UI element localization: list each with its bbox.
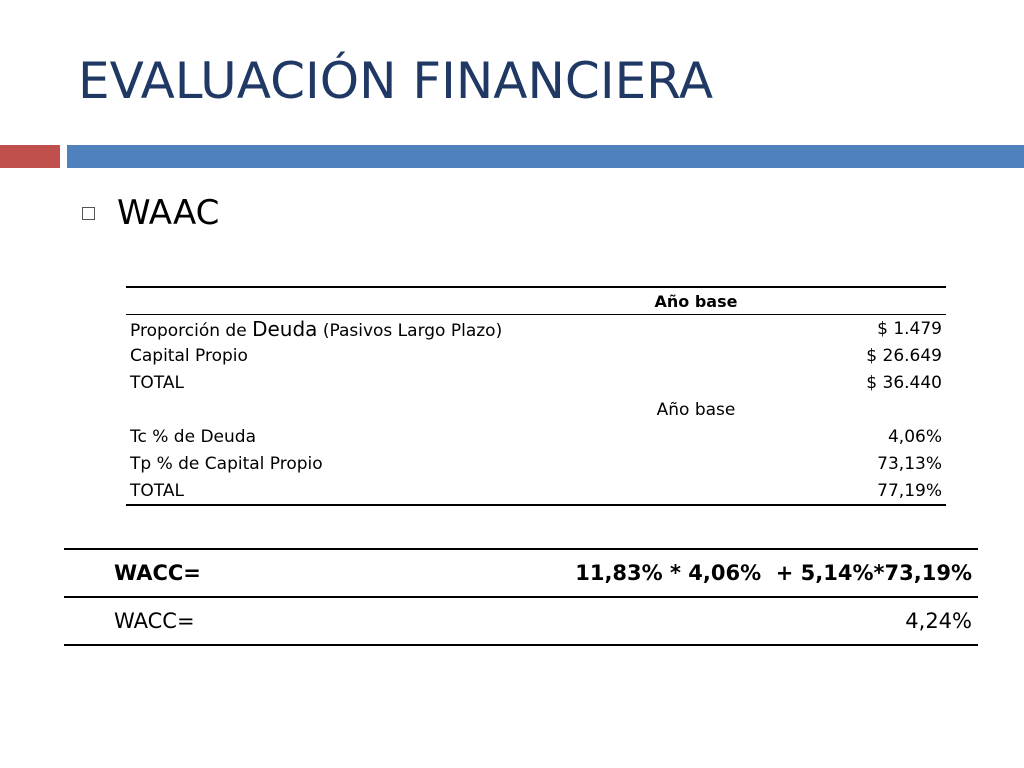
wacc-result-row <box>64 596 978 646</box>
row-label: Proporción de Deuda (Pasivos Largo Plazo) <box>130 316 503 341</box>
square-bullet-icon <box>82 207 95 220</box>
row-label: TOTAL <box>130 372 184 393</box>
column-header-year: Año base <box>656 399 736 420</box>
table-header-row <box>126 287 946 315</box>
wacc-result: 4,24% <box>905 609 972 633</box>
table-row <box>126 450 946 477</box>
table-subheader-row <box>126 396 946 423</box>
row-value: $ 26.649 <box>866 345 942 366</box>
row-value: 4,06% <box>887 426 942 447</box>
row-label: Tp % de Capital Propio <box>130 453 323 474</box>
column-header-year: Año base <box>594 287 798 315</box>
table-row <box>126 423 946 450</box>
wacc-formula: 11,83% * 4,06% + 5,14%*73,19% <box>575 561 972 585</box>
bullet-text: WAAC <box>117 193 220 233</box>
row-value: $ 1.479 <box>877 318 942 339</box>
wacc-result-label: WACC= <box>114 609 195 633</box>
row-value: $ 36.440 <box>866 372 942 393</box>
accent-bar-red <box>0 145 60 168</box>
financial-table <box>126 286 946 506</box>
row-label: Capital Propio <box>130 345 248 366</box>
row-label: TOTAL <box>126 477 594 505</box>
bullet-item <box>82 193 219 233</box>
table-row <box>126 342 946 369</box>
row-value: 77,19% <box>798 477 946 505</box>
table-row <box>126 369 946 396</box>
slide-title: EVALUACIÓN FINANCIERA <box>78 52 714 110</box>
row-label: Tc % de Deuda <box>130 426 256 447</box>
wacc-formula-label: WACC= <box>114 561 201 585</box>
wacc-formula-row <box>64 548 978 596</box>
accent-bar-blue <box>67 145 1024 168</box>
row-value: 73,13% <box>877 453 942 474</box>
wacc-block <box>64 548 978 646</box>
table-row <box>126 315 946 343</box>
table-row <box>126 477 946 505</box>
